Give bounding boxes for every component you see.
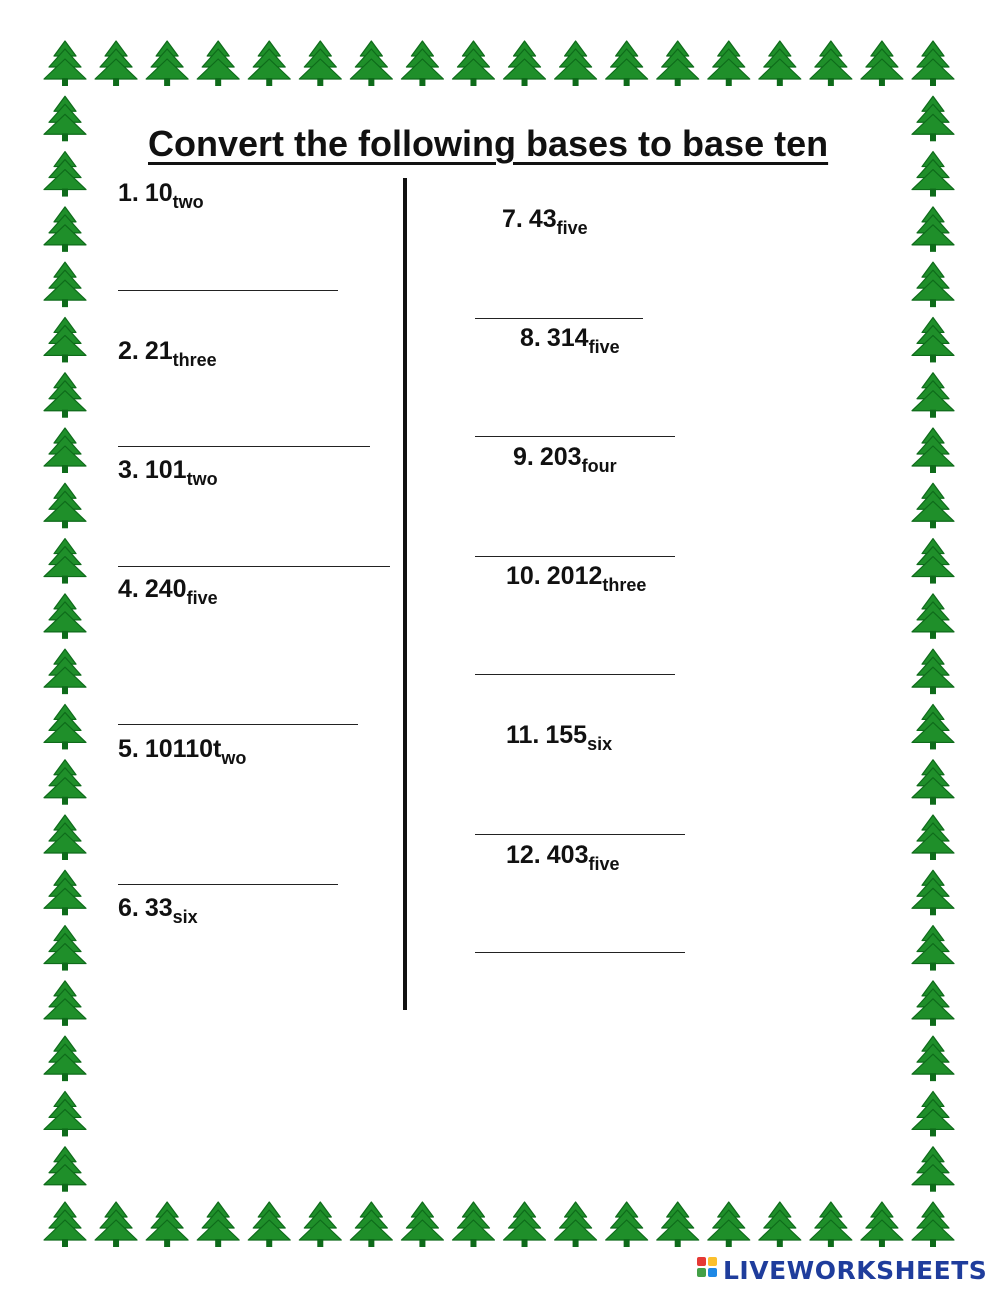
christmas-tree-icon (401, 1202, 443, 1247)
liveworksheets-logo[interactable] (697, 1254, 987, 1286)
question-number: 4. (118, 575, 139, 603)
christmas-tree-icon (504, 41, 546, 86)
question-base: two (172, 192, 204, 212)
answer-blank-12[interactable] (475, 922, 685, 953)
christmas-tree-icon (248, 41, 290, 86)
christmas-tree-icon (912, 96, 954, 141)
christmas-tree-icon (44, 483, 86, 528)
christmas-tree-icon (44, 373, 86, 418)
christmas-tree-icon (44, 704, 86, 749)
christmas-tree-icon (810, 1202, 852, 1247)
question-value: 101 (144, 456, 187, 484)
christmas-tree-icon (452, 1202, 494, 1247)
christmas-tree-icon (44, 815, 86, 860)
question-value: 21 (144, 337, 173, 365)
question-4 (118, 574, 218, 608)
answer-blank-8[interactable] (475, 406, 675, 437)
question-value: 314 (546, 324, 589, 352)
christmas-tree-icon (555, 1202, 597, 1247)
question-number: 7. (502, 205, 523, 233)
answer-blank-9[interactable] (475, 526, 675, 557)
answer-blank-11[interactable] (475, 804, 685, 835)
christmas-tree-icon (912, 981, 954, 1026)
christmas-tree-icon (912, 373, 954, 418)
question-base: six (587, 734, 613, 754)
christmas-tree-icon (44, 649, 86, 694)
christmas-tree-icon (912, 649, 954, 694)
liveworksheets-logo-text: LIVEWORKSHEETS (723, 1255, 988, 1285)
christmas-tree-icon (759, 41, 801, 86)
question-value: 43 (528, 205, 557, 233)
question-base: five (588, 337, 620, 357)
question-12 (506, 840, 620, 874)
christmas-tree-icon (912, 870, 954, 915)
christmas-tree-icon (44, 207, 86, 252)
answer-blank-3[interactable] (118, 536, 390, 567)
question-number: 12. (506, 841, 541, 869)
christmas-tree-icon (912, 428, 954, 473)
question-base: two (186, 469, 218, 489)
question-base: five (556, 218, 588, 238)
question-5 (118, 734, 247, 768)
christmas-tree-icon (708, 41, 750, 86)
christmas-tree-icon (44, 262, 86, 307)
christmas-tree-icon (555, 41, 597, 86)
christmas-tree-icon (95, 1202, 137, 1247)
christmas-tree-icon (44, 41, 86, 86)
question-number: 11. (506, 721, 540, 749)
christmas-tree-icon (912, 1091, 954, 1136)
christmas-tree-icon (197, 1202, 239, 1247)
christmas-tree-icon (44, 981, 86, 1026)
christmas-tree-icon (912, 152, 954, 197)
question-7 (502, 204, 588, 238)
christmas-tree-icon (912, 704, 954, 749)
christmas-tree-icon (44, 1091, 86, 1136)
christmas-tree-icon (248, 1202, 290, 1247)
christmas-tree-icon (44, 96, 86, 141)
christmas-tree-icon (861, 1202, 903, 1247)
question-base: five (186, 588, 218, 608)
christmas-tree-icon (759, 1202, 801, 1247)
question-10 (506, 561, 647, 595)
question-number: 9. (513, 443, 534, 471)
christmas-tree-icon (606, 1202, 648, 1247)
christmas-tree-icon (504, 1202, 546, 1247)
question-1 (118, 178, 204, 212)
christmas-tree-icon (912, 1036, 954, 1081)
christmas-tree-icon (708, 1202, 750, 1247)
question-3 (118, 455, 218, 489)
christmas-tree-icon (912, 1202, 954, 1247)
question-base: wo (221, 748, 247, 768)
christmas-tree-icon (350, 41, 392, 86)
christmas-tree-icon (861, 41, 903, 86)
question-11 (506, 720, 613, 754)
question-number: 8. (520, 324, 541, 352)
question-base: five (588, 854, 620, 874)
christmas-tree-icon (44, 926, 86, 971)
question-2 (118, 336, 217, 370)
christmas-tree-icon (912, 539, 954, 584)
question-value: 240 (144, 575, 187, 603)
liveworksheets-mark-icon (697, 1257, 719, 1283)
christmas-tree-icon (146, 41, 188, 86)
christmas-tree-icon (912, 483, 954, 528)
christmas-tree-icon (452, 41, 494, 86)
question-number: 5. (118, 735, 139, 763)
christmas-tree-icon (657, 1202, 699, 1247)
christmas-tree-icon (912, 207, 954, 252)
answer-blank-4[interactable] (118, 694, 358, 725)
christmas-tree-icon (606, 41, 648, 86)
christmas-tree-icon (912, 1147, 954, 1192)
christmas-tree-icon (44, 152, 86, 197)
question-number: 2. (118, 337, 139, 365)
christmas-tree-icon (44, 428, 86, 473)
answer-blank-7[interactable] (475, 288, 643, 319)
christmas-tree-icon (912, 926, 954, 971)
question-value: 2012 (546, 562, 603, 590)
christmas-tree-icon (44, 539, 86, 584)
christmas-tree-icon (912, 317, 954, 362)
question-base: three (602, 575, 647, 595)
question-8 (520, 323, 620, 357)
question-number: 10. (506, 562, 541, 590)
question-number: 6. (118, 894, 139, 922)
question-number: 3. (118, 456, 139, 484)
question-base: three (172, 350, 217, 370)
question-value: 403 (546, 841, 589, 869)
question-9 (513, 442, 617, 476)
christmas-tree-icon (299, 41, 341, 86)
christmas-tree-icon (44, 760, 86, 805)
worksheet-title: Convert the following bases to base ten (148, 123, 829, 164)
christmas-tree-icon (657, 41, 699, 86)
christmas-tree-icon (44, 1036, 86, 1081)
christmas-tree-icon (197, 41, 239, 86)
christmas-tree-icon (299, 1202, 341, 1247)
question-number: 1. (118, 179, 139, 207)
answer-blank-2[interactable] (118, 416, 370, 447)
answer-blank-1[interactable] (118, 260, 338, 291)
answer-blank-10[interactable] (475, 644, 675, 675)
question-value: 155 (545, 721, 588, 749)
christmas-tree-icon (912, 594, 954, 639)
christmas-tree-icon (44, 1202, 86, 1247)
christmas-tree-icon (95, 41, 137, 86)
question-base: four (581, 456, 617, 476)
christmas-tree-icon (44, 870, 86, 915)
column-divider (403, 178, 407, 1010)
christmas-tree-icon (146, 1202, 188, 1247)
answer-blank-5[interactable] (118, 854, 338, 885)
christmas-tree-icon (810, 41, 852, 86)
question-value: 10110t (144, 735, 222, 763)
christmas-tree-icon (912, 262, 954, 307)
question-value: 10 (144, 179, 173, 207)
christmas-tree-icon (912, 41, 954, 86)
christmas-tree-icon (44, 317, 86, 362)
question-value: 203 (539, 443, 582, 471)
christmas-tree-icon (912, 760, 954, 805)
christmas-tree-icon (44, 1147, 86, 1192)
question-value: 33 (144, 894, 173, 922)
christmas-tree-icon (401, 41, 443, 86)
question-base: six (172, 907, 198, 927)
question-6 (118, 893, 198, 927)
christmas-tree-icon (44, 594, 86, 639)
christmas-tree-icon (912, 815, 954, 860)
christmas-tree-icon (350, 1202, 392, 1247)
